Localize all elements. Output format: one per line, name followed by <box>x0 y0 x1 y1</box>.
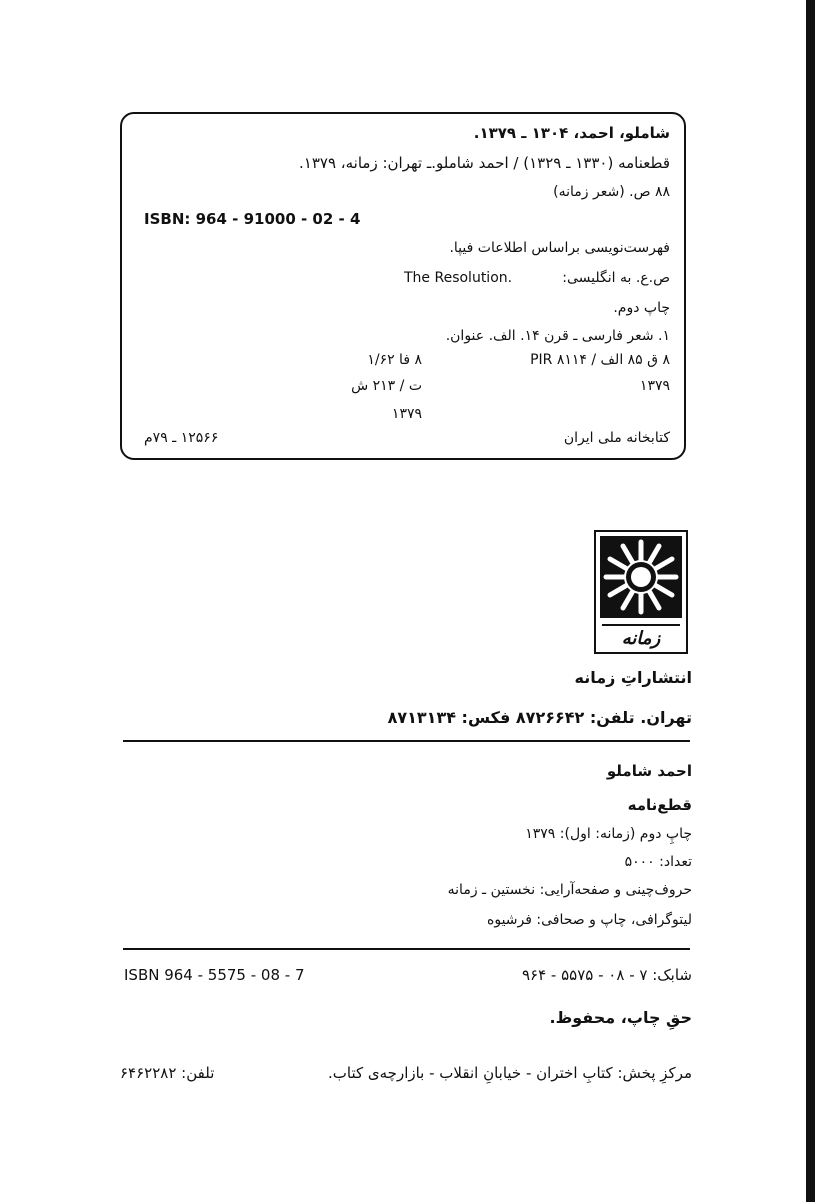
divider-middle <box>123 948 690 950</box>
publisher-address: تهران. تلفن: ۸۷۲۶۶۴۲ فکس: ۸۷۱۳۱۳۴ <box>387 708 692 727</box>
logo-wordmark: زمانه <box>602 624 680 652</box>
cip-edition: چاپ دوم. <box>613 300 670 316</box>
cip-subject: ۱. شعر فارسی ـ قرن ۱۴. الف. عنوان. <box>445 328 670 344</box>
colophon-typesetting: حروف‌چینی و صفحه‌آرایی: نخستین ـ زمانه <box>447 882 692 898</box>
colophon-count: تعداد: ۵۰۰۰ <box>624 854 692 870</box>
sunburst-icon <box>596 532 686 622</box>
cip-english-title: The Resolution. <box>404 270 513 286</box>
cip-record-number: ۱۲۵۶۶ ـ ۷۹م <box>144 430 219 446</box>
isbn-persian: شابک: ۷ - ۰۸ - ۵۵۷۵ - ۹۶۴ <box>521 966 692 984</box>
page-edge-shadow <box>806 0 815 1202</box>
distribution-center: مرکزِ پخش: کتابِ اختران - خیابانِ انقلاب - بازارچه‌ی کتاب. <box>328 1064 692 1082</box>
cip-year-center: ۱۳۷۹ <box>391 406 422 422</box>
colophon-title: قطع‌نامه <box>627 796 692 814</box>
cip-dewey: ۸ فا ۱/۶۲ <box>367 352 422 368</box>
colophon-printing: لیتوگرافی، چاپ و صحافی: فرشیوه <box>487 912 692 928</box>
publisher-name: انتشاراتِ زمانه <box>574 668 692 687</box>
copyright-notice: حقِ چاپ، محفوظ. <box>549 1008 692 1027</box>
publisher-logo <box>594 530 688 654</box>
isbn-latin: ISBN 964 - 5575 - 08 - 7 <box>124 966 305 984</box>
cip-note-fipa: فهرست‌نویسی براساس اطلاعات فیپا. <box>449 240 670 256</box>
cip-pages-line: ۸۸ ص. (شعر زمانه) <box>553 184 670 200</box>
cip-card <box>120 112 686 460</box>
cip-english-title-label: ص.ع. به انگلیسی: <box>562 270 670 286</box>
cip-isbn: ISBN: 964 - 91000 - 02 - 4 <box>144 210 361 228</box>
cip-year: ۱۳۷۹ <box>639 378 670 394</box>
divider-top <box>123 740 690 742</box>
cip-cutter: ت / ۲۱۳ ش <box>351 378 422 394</box>
cip-author-line: شاملو، احمد، ۱۳۰۴ ـ ۱۳۷۹. <box>473 124 670 142</box>
colophon-author: احمد شاملو <box>606 762 692 780</box>
cip-classification: ۸ ق ۸۵ الف / PIR ۸۱۱۴ <box>530 352 670 368</box>
cip-library: کتابخانه ملی ایران <box>563 430 670 446</box>
cip-title-line: قطعنامه (۱۳۳۰ ـ ۱۳۲۹) / احمد شاملو.ـ تهران: زمانه، ۱۳۷۹. <box>299 154 670 172</box>
colophon-edition: چاپِ دوم (زمانه: اول): ۱۳۷۹ <box>525 826 692 842</box>
distribution-phone: تلفن: ۶۴۶۲۲۸۲ <box>120 1064 215 1082</box>
